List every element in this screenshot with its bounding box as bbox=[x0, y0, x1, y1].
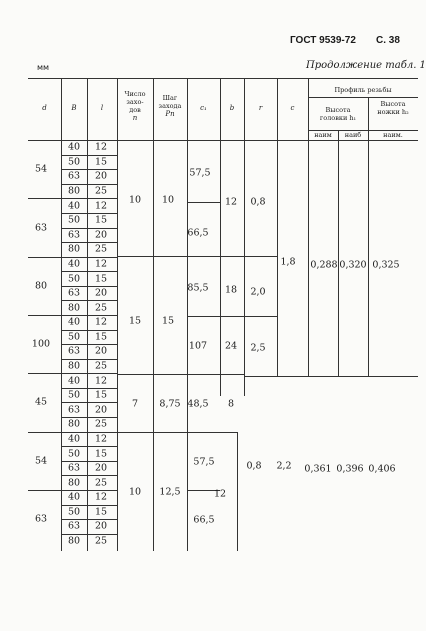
B-value: 80 bbox=[67, 360, 81, 372]
tooth-head-label-1: Высота bbox=[325, 106, 351, 114]
d-value: 54 bbox=[34, 455, 48, 467]
group-rule bbox=[187, 202, 220, 203]
l-value: 12 bbox=[94, 433, 108, 445]
B-value: 63 bbox=[67, 462, 81, 474]
r-value: 0,8 bbox=[250, 196, 266, 208]
l-value: 25 bbox=[94, 360, 108, 372]
B-value: 40 bbox=[67, 433, 81, 445]
l-value: 15 bbox=[94, 156, 108, 168]
group-rule bbox=[117, 432, 237, 433]
l-value: 15 bbox=[94, 389, 108, 401]
h2-min-value: 0,325 bbox=[372, 259, 400, 271]
B-value: 80 bbox=[67, 185, 81, 197]
c1-value: 48,5 bbox=[187, 398, 209, 410]
r-value: 2,0 bbox=[250, 286, 266, 298]
l-value: 12 bbox=[94, 200, 108, 212]
col-header-profile: Профиль резьбы bbox=[334, 86, 392, 94]
B-value: 40 bbox=[67, 258, 81, 270]
l-value: 25 bbox=[94, 302, 108, 314]
starts-label-2: захо- bbox=[126, 98, 144, 106]
unit-label: мм bbox=[37, 63, 50, 72]
group-rule bbox=[187, 374, 244, 375]
col-divider bbox=[308, 140, 309, 376]
B-value: 50 bbox=[67, 448, 81, 459]
l-value: 12 bbox=[94, 491, 108, 503]
l-value: 20 bbox=[94, 520, 108, 532]
b-value: 12 bbox=[224, 196, 238, 208]
starts-label-3: дов bbox=[129, 106, 141, 114]
col-divider bbox=[237, 432, 238, 551]
col-divider bbox=[338, 140, 339, 376]
standard-number: ГОСТ 9539-72 bbox=[290, 35, 356, 46]
B-value: 80 bbox=[67, 418, 81, 430]
B-value: 40 bbox=[67, 141, 81, 153]
B-value: 63 bbox=[67, 287, 81, 299]
c1-value: 66,5 bbox=[187, 227, 209, 239]
B-value: 80 bbox=[67, 477, 81, 489]
l-value: 12 bbox=[94, 258, 108, 270]
starts-value: 15 bbox=[128, 315, 142, 327]
l-value: 20 bbox=[94, 345, 108, 357]
c-value: 1,8 bbox=[280, 256, 296, 268]
c1-value: 57,5 bbox=[193, 456, 215, 468]
d-value: 63 bbox=[34, 222, 48, 233]
col-header-c: c bbox=[290, 104, 295, 112]
d-value: 63 bbox=[34, 513, 48, 525]
col-header-d: d bbox=[42, 104, 47, 112]
r-value: 2,5 bbox=[250, 342, 266, 354]
starts-label-4: n bbox=[132, 114, 138, 122]
col-header-tooth-head bbox=[308, 106, 368, 122]
B-value: 63 bbox=[67, 520, 81, 532]
d-value: 80 bbox=[34, 280, 48, 292]
col-header-pitch bbox=[153, 94, 187, 118]
pitch-label-3: Pn bbox=[165, 110, 175, 118]
B-value: 40 bbox=[67, 200, 81, 212]
d-value: 45 bbox=[34, 396, 48, 408]
d-value: 100 bbox=[31, 338, 51, 350]
l-value: 15 bbox=[94, 448, 108, 459]
c1-value: 57,5 bbox=[189, 167, 211, 179]
l-value: 15 bbox=[94, 506, 108, 518]
group-rule bbox=[187, 316, 277, 317]
B-value: 80 bbox=[67, 535, 81, 547]
h1-min-value: 0,361 bbox=[304, 463, 332, 475]
continuation-caption: Продолжение табл. 1 bbox=[306, 60, 426, 71]
col-header-c1: c₁ bbox=[200, 104, 207, 112]
l-value: 20 bbox=[94, 462, 108, 474]
pitch-value: 15 bbox=[161, 315, 175, 327]
profile-subheader-rule bbox=[308, 97, 418, 98]
l-value: 20 bbox=[94, 287, 108, 299]
l-value: 25 bbox=[94, 243, 108, 255]
l-value: 25 bbox=[94, 418, 108, 430]
B-value: 50 bbox=[67, 331, 81, 343]
col-divider bbox=[277, 140, 278, 376]
d-value: 54 bbox=[34, 163, 48, 175]
col-divider bbox=[153, 140, 154, 551]
b-value: 8 bbox=[227, 398, 235, 410]
pitch-value: 8,75 bbox=[159, 398, 181, 410]
col-header-l: l bbox=[100, 104, 104, 112]
pitch-label-2: захода bbox=[158, 102, 182, 110]
l-value: 15 bbox=[94, 331, 108, 343]
b-value: 18 bbox=[224, 284, 238, 296]
pitch-value: 10 bbox=[161, 194, 175, 206]
group-rule bbox=[117, 374, 187, 375]
col-header-starts bbox=[117, 90, 153, 122]
tooth-root-label-2: ножки h₂ bbox=[377, 108, 409, 116]
page-number: С. 38 bbox=[376, 35, 400, 46]
starts-value: 10 bbox=[128, 486, 142, 498]
B-value: 40 bbox=[67, 491, 81, 503]
c1-value: 85,5 bbox=[187, 282, 209, 294]
b-value: 24 bbox=[224, 340, 238, 352]
col-header-min2: наим. bbox=[383, 131, 403, 139]
h1-max-value: 0,396 bbox=[336, 463, 364, 475]
l-value: 20 bbox=[94, 229, 108, 241]
col-divider bbox=[244, 140, 245, 396]
B-value: 80 bbox=[67, 243, 81, 255]
B-value: 50 bbox=[67, 273, 81, 284]
col-divider bbox=[368, 140, 369, 376]
starts-value: 7 bbox=[131, 398, 139, 410]
col-header-min: наим bbox=[314, 131, 332, 139]
B-value: 63 bbox=[67, 229, 81, 241]
B-value: 50 bbox=[67, 156, 81, 168]
l-value: 12 bbox=[94, 375, 108, 387]
l-value: 12 bbox=[94, 141, 108, 153]
l-value: 25 bbox=[94, 535, 108, 547]
group-rule bbox=[117, 256, 187, 257]
col-header-tooth-root bbox=[368, 100, 418, 116]
pitch-label-1: Шаг bbox=[162, 94, 178, 102]
col-header-max: наиб bbox=[344, 131, 362, 139]
c-value: 2,2 bbox=[276, 460, 292, 472]
h1-min-value: 0,288 bbox=[310, 259, 338, 271]
starts-label-1: Число bbox=[124, 90, 146, 98]
col-header-b: b bbox=[229, 104, 235, 112]
l-value: 25 bbox=[94, 185, 108, 197]
l-value: 15 bbox=[94, 273, 108, 284]
tooth-root-label-1: Высота bbox=[380, 100, 406, 108]
group-rule bbox=[244, 376, 418, 377]
l-value: 15 bbox=[94, 214, 108, 226]
col-header-r: r bbox=[258, 104, 263, 112]
l-value: 25 bbox=[94, 477, 108, 489]
l-value: 20 bbox=[94, 170, 108, 182]
starts-value: 10 bbox=[128, 194, 142, 206]
B-value: 63 bbox=[67, 170, 81, 182]
b-value: 12 bbox=[213, 488, 227, 500]
c1-value: 107 bbox=[188, 340, 208, 352]
B-value: 80 bbox=[67, 302, 81, 314]
B-value: 50 bbox=[67, 389, 81, 401]
group-rule bbox=[187, 256, 277, 257]
pitch-value: 12,5 bbox=[159, 486, 181, 498]
c1-value: 66,5 bbox=[193, 514, 215, 526]
l-value: 12 bbox=[94, 316, 108, 328]
col-divider bbox=[220, 140, 221, 396]
h1-max-value: 0,320 bbox=[339, 259, 367, 271]
B-value: 50 bbox=[67, 506, 81, 518]
col-header-B: B bbox=[71, 104, 77, 112]
col-divider bbox=[117, 140, 118, 551]
B-value: 40 bbox=[67, 316, 81, 328]
l-value: 20 bbox=[94, 404, 108, 416]
B-value: 50 bbox=[67, 214, 81, 226]
r-value: 0,8 bbox=[246, 460, 262, 472]
B-value: 63 bbox=[67, 404, 81, 416]
B-value: 40 bbox=[67, 375, 81, 387]
h2-min-value: 0,406 bbox=[368, 463, 396, 475]
B-value: 63 bbox=[67, 345, 81, 357]
tooth-head-label-2: головки h₁ bbox=[319, 114, 357, 122]
